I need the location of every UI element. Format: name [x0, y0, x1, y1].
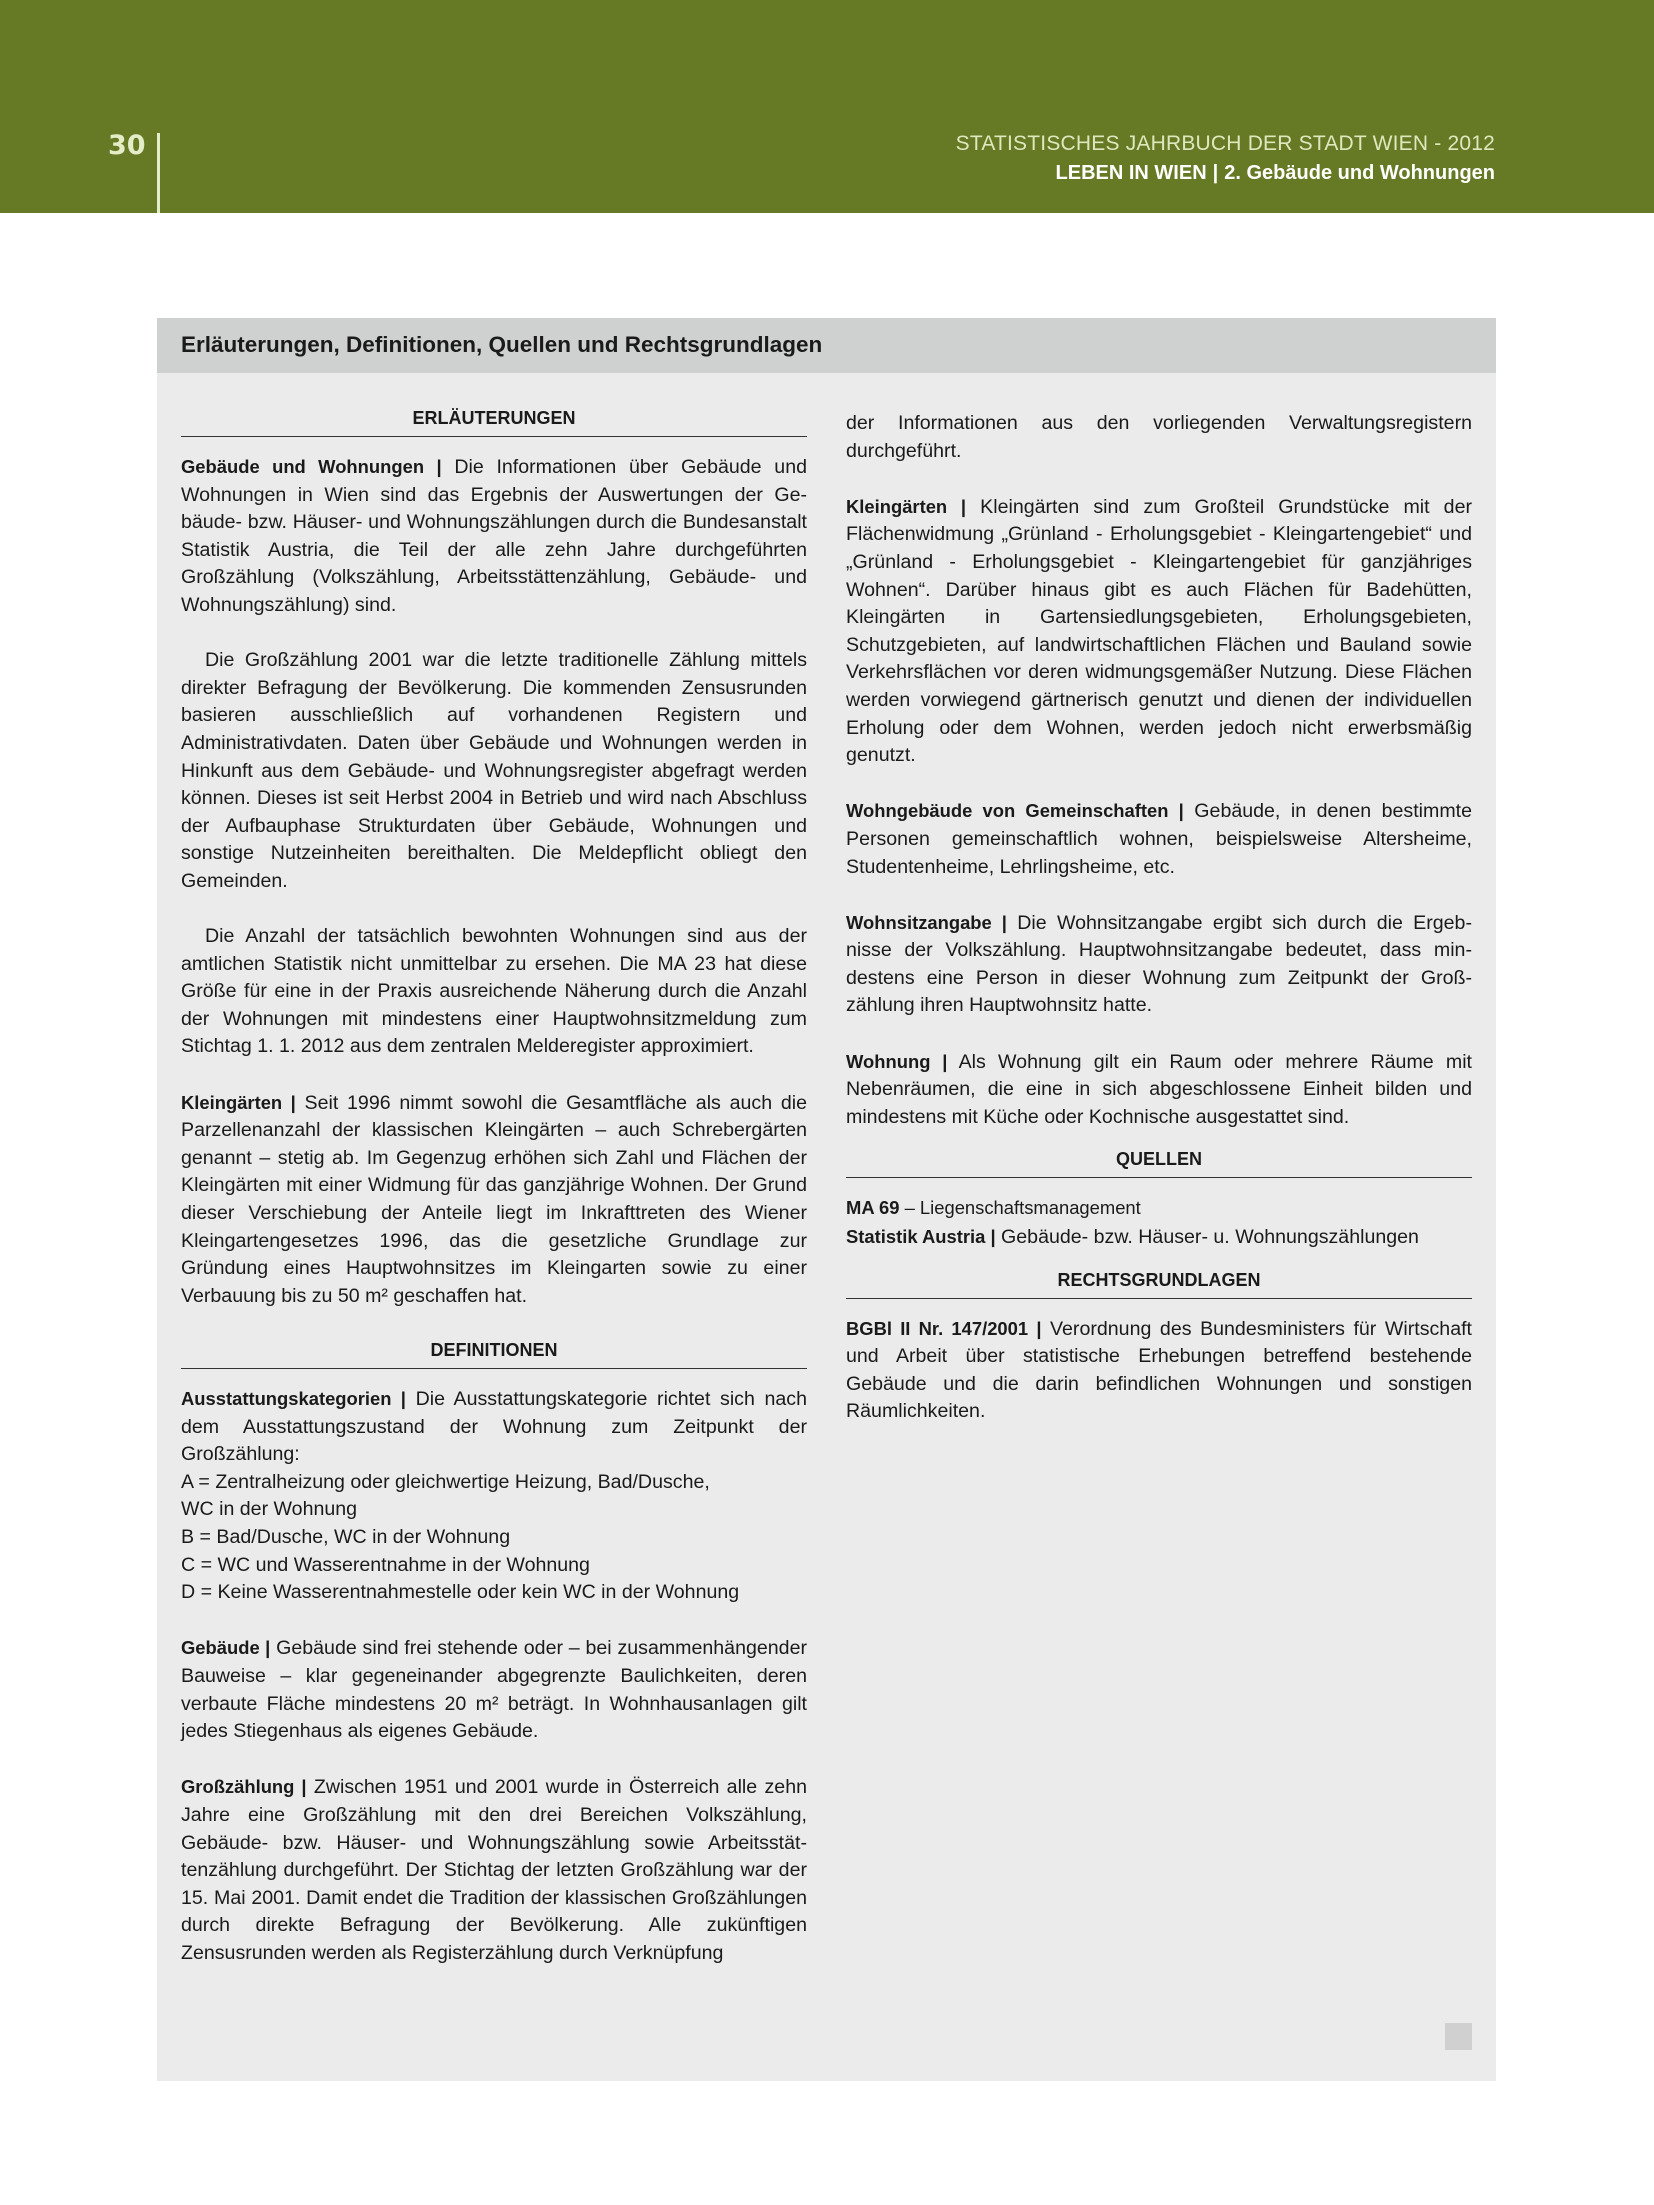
- info-panel: [157, 318, 1496, 2081]
- section-heading-rechtsgrundlagen: RECHTSGRUNDLAGEN: [846, 1268, 1472, 1299]
- section-main: LEBEN IN WIEN: [1055, 162, 1207, 184]
- definition-kleingaerten: [846, 493, 1472, 770]
- paragraph-gebaeude-wohnungen: [181, 453, 807, 620]
- header-divider: [157, 133, 160, 213]
- panel-title: Erläuterungen, Definitionen, Quellen und Rechtsgrundlagen: [181, 332, 823, 357]
- term-label: Wohnsitzangabe |: [846, 911, 1007, 933]
- panel-title-bar: [157, 318, 1496, 373]
- sources-list: [846, 1194, 1472, 1251]
- source-text: – Liegenschaftsmanagement: [899, 1197, 1141, 1219]
- definition-wohnung: [846, 1048, 1472, 1132]
- paragraph-text: Seit 1996 nimmt sowohl die Gesamtfläche als auch die Parzellenanzahl der klassischen Kleingärten – auch Schrebergärten genannt – stetig ab. Im Gegenzug erhöhen sich Zahl und Flächen der Kleingärten mit einer Widmung für das ganzjährige Wohnen. Der Grund dieser Verschiebung der Anteile liegt im Inkrafttreten des Wiener Kleingartengesetzes 1996, das die gesetzliche Grundlage zur Gründung eines Hauptwohnsitzes im Kleingarten sowie zu einer Verbauung bis zu 50 m² geschaffen hat.: [181, 1091, 808, 1307]
- source-item: [846, 1194, 1472, 1223]
- header-band: [0, 0, 1654, 213]
- section-heading-erlaeuterungen: ERLÄUTERUNGEN: [181, 406, 807, 437]
- term-label: Gebäude |: [181, 1637, 271, 1659]
- definition-text: Als Wohnung gilt ein Raum oder mehrere Räume mit Nebenräumen, die eine in sich abgeschlossene Einheit bilden und mindestens mit Küche oder Kochnische ausgestattet sind.: [846, 1050, 1473, 1128]
- definition-text: Gebäude sind frei stehende oder – bei zusammenhängender Bauweise – klar gegeneinander abgegrenzte Baulichkeiten, deren verbaute Fläche mindestens 20 m² beträgt. In Wohnhausanlagen gilt jedes Stiegenhaus als eigenes Gebäude.: [181, 1637, 807, 1743]
- page-number: 30: [108, 130, 146, 161]
- legal-basis: [846, 1315, 1472, 1426]
- source-text: Gebäude- bzw. Häuser- u. Wohnungszählungen: [995, 1226, 1419, 1249]
- paragraph-kleingaerten: [181, 1089, 807, 1311]
- definition-text: Zwischen 1951 und 2001 wurde in Österreich alle zehn Jahre eine Großzählung mit den drei Bereichen Volkszählung, Gebäude- bzw. Häuser- und Wohnungszählung sowie Arbeitsstättenzählung durchgeführt. Der Stichtag der letzten Großzählung war der 15. Mai 2001. Damit endet die Tradition der klassischen Großzählungen durch direkte Befragung der Bevölkerung. Alle zukünftigen Zensusrunden werden als Registerzählung durch Verknüpfung: [181, 1776, 807, 1964]
- list-item: D = Keine Wasserentnahmestelle oder kein WC in der Wohnung: [181, 1581, 740, 1604]
- term-label: Großzählung |: [181, 1776, 307, 1798]
- term-label: Kleingärten |: [181, 1091, 296, 1113]
- source-label: MA 69: [846, 1197, 900, 1219]
- category-list: [181, 1469, 807, 1607]
- section-sub: 2. Gebäude und Wohnungen: [1224, 162, 1495, 184]
- section-path: [956, 158, 1495, 188]
- paragraph-continuation: der Informationen aus den vorliegenden Verwaltungsregistern durchgeführt.: [846, 412, 1472, 462]
- right-column: [846, 410, 1472, 1454]
- source-item: [846, 1223, 1472, 1252]
- paragraph-text: Die Informationen über Gebäude und Wohnungen in Wien sind das Ergebnis der Auswertungen der Gebäude- bzw. Häuser- und Wohnungszählungen durch die Bundesanstalt Statistik Austria, die Teil der alle zehn Jahre durchgeführten Großzählung (Volkszählung, Arbeitsstättenzählung, Gebäude- und Wohnungszählung) sind.: [181, 456, 807, 616]
- source-label: Statistik Austria |: [846, 1226, 996, 1248]
- term-label: Wohngebäude von Gemeinschaften |: [846, 800, 1184, 822]
- definition-wohnsitzangabe: [846, 909, 1472, 1020]
- term-label: Kleingärten |: [846, 495, 967, 517]
- definition-grosszaehlung: [181, 1773, 807, 1967]
- section-heading-quellen: QUELLEN: [846, 1147, 1472, 1178]
- legal-text: Verordnung des Bundesministers für Wirtschaft und Arbeit über statistische Erhebungen betreffend bestehende Gebäude und die darin befindlichen Wohnungen und sonstigen Räumlichkeiten.: [846, 1317, 1472, 1423]
- definition-wohngebaeude-gemeinschaften: [846, 797, 1472, 881]
- legal-reference: BGBl II Nr. 147/2001 |: [846, 1317, 1042, 1339]
- list-item: WC in der Wohnung: [181, 1498, 358, 1521]
- definition-gebaeude: [181, 1634, 807, 1745]
- definition-text: Gebäude, in denen bestimmte Personen gemeinschaftlich wohnen, beispielsweise Altersheime, Studentenheime, Lehrlingsheime, etc.: [846, 800, 1472, 878]
- paragraph-grosszaehlung-2001: Die Großzählung 2001 war die letzte traditionelle Zählung mittels direkter Befragung der Bevölkerung. Die kommenden Zensusrunden basieren ausschließlich auf vorhandenen Registern und Administrativdaten. Daten über Gebäude und Wohnungen werden in Hinkunft aus dem Gebäude- und Wohnungsregister abgefragt werden können. Dieses ist seit Herbst 2004 in Betrieb und wird nach Abschluss der Aufbauphase Strukturdaten über Gebäude, Wohnungen und sonstige Nutzeinheiten bereithalten. Die Meldepflicht obliegt den Gemeinden.: [181, 649, 807, 892]
- list-item: B = Bad/Dusche, WC in der Wohnung: [181, 1525, 511, 1548]
- section-heading-definitionen: DEFINITIONEN: [181, 1338, 807, 1369]
- definition-ausstattungskategorien: [181, 1385, 807, 1469]
- definition-text: Die Wohnsitzangabe ergibt sich durch die Ergebnisse der Volkszählung. Hauptwohnsitzangabe bedeutet, dass mindestens eine Person in dieser Wohnung zum Zeitpunkt der Großzählung ihren Hauptwohnsitz hatte.: [846, 911, 1472, 1017]
- term-label: Ausstattungskategorien |: [181, 1388, 406, 1409]
- term-label: Gebäude und Wohnungen |: [181, 456, 442, 477]
- list-item: C = WC und Wasserentnahme in der Wohnung: [181, 1553, 590, 1576]
- term-label: Wohnung |: [846, 1050, 948, 1072]
- corner-marker: [1445, 2023, 1472, 2050]
- definition-text: Kleingärten sind zum Großteil Grundstücke mit der Flächenwidmung „Grünland - Erholungsgebiet - Kleingartengebiet“ und „Grünland - Erholungsgebiet - Kleingartengebiet für ganzjähriges Wohnen“. Darüber hinaus gibt es auch Flächen für Badehütten, Kleingärten in Gartensiedlungsgebieten, Erholungsgebieten, Schutzgebieten, auf landwirtschaftlichen Flächen und Bauland sowie Verkehrsflächen vor deren widmungsgemäßer Nutzung. Diese Flächen werden vorwiegend gärtnerisch genutzt und dienen der individuellen Erholung oder dem Wohnen, werden jedoch nicht erwerbsmäßig genutzt.: [846, 495, 1472, 767]
- list-item: A = Zentralheizung oder gleichwertige Heizung, Bad/Dusche,: [181, 1470, 710, 1493]
- yearbook-title: STATISTISCHES JAHRBUCH DER STADT WIEN - 2012: [955, 132, 1495, 155]
- paragraph-bewohnte-wohnungen: Die Anzahl der tatsächlich bewohnten Wohnungen sind aus der amtlichen Statistik nicht unmittelbar zu ersehen. Die MA 23 hat diese Größe für eine in der Praxis ausreichende Näherung durch die Anzahl der Wohnungen mit mindestens einer Hauptwohnsitzmeldung zum Stichtag 1. 1. 2012 aus dem zentralen Melderegister approximiert.: [181, 925, 807, 1058]
- left-column: [181, 406, 807, 1995]
- running-header: [956, 130, 1495, 188]
- definition-text: Die Ausstattungskategorie richtet sich nach dem Ausstattungszustand der Wohnung zum Zeitpunkt der Großzählung:: [181, 1388, 807, 1466]
- section-separator: |: [1212, 162, 1219, 184]
